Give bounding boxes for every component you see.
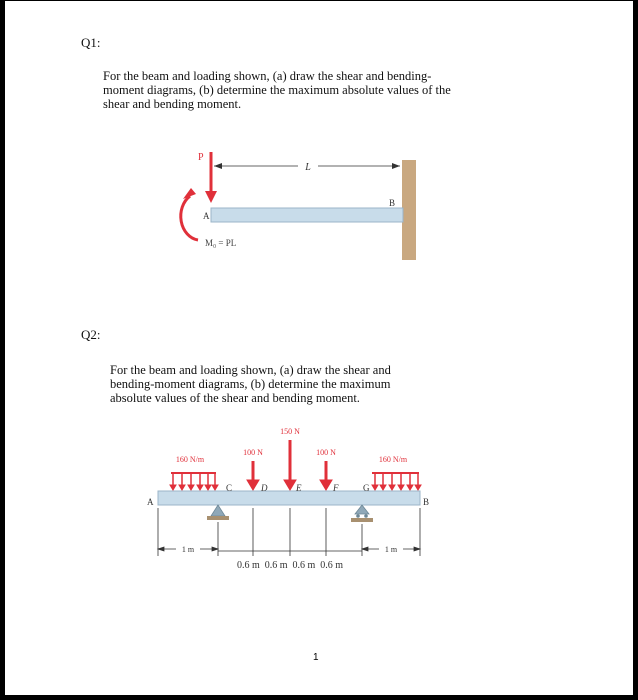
point-d-label: D — [261, 483, 268, 493]
moment-label: M₀ = PL — [205, 238, 237, 248]
point-g-label: G — [363, 483, 370, 493]
load-f-label: 100 N — [316, 448, 336, 457]
q2-label: Q2: — [81, 327, 101, 342]
q1-text-line: For the beam and loading shown, (a) draw the shear and bending- — [103, 69, 432, 83]
distributed-load-right — [372, 473, 421, 490]
q2-text-line: For the beam and loading shown, (a) draw the shear and — [110, 363, 391, 377]
page-number: 1 — [313, 652, 319, 663]
distributed-load-left — [170, 473, 218, 490]
point-load-center — [284, 440, 296, 490]
q1-text-line: shear and bending moment. — [103, 97, 242, 111]
dim-right-label: 1 m — [384, 545, 398, 554]
end-a-label: A — [203, 211, 210, 221]
pin-support-c — [207, 505, 229, 520]
roller-support-g — [351, 505, 373, 522]
span-label: L — [305, 162, 311, 173]
point-load-d — [247, 461, 259, 490]
point-f-label: F — [333, 483, 339, 493]
load-p-label: P — [198, 152, 204, 163]
point-a-label: A — [147, 497, 154, 507]
dist-load-right-label: 160 N/m — [378, 455, 408, 464]
point-e-label: E — [296, 483, 302, 493]
q2-text-line: bending-moment diagrams, (b) determine the maximum — [110, 377, 391, 391]
dim-left-label: 1 m — [181, 545, 195, 554]
point-load-f — [320, 461, 332, 490]
point-c-label: C — [226, 483, 233, 493]
simply-supported-beam — [158, 491, 420, 505]
dims-middle-label: 0.6 m 0.6 m 0.6 m 0.6 m — [236, 560, 344, 571]
point-b-label: B — [423, 497, 430, 507]
center-load-label: 150 N — [280, 427, 300, 436]
q1-label: Q1: — [81, 35, 101, 50]
load-d-label: 100 N — [243, 448, 263, 457]
q2-text-line: absolute values of the shear and bending moment. — [110, 391, 360, 405]
dist-load-left-label: 160 N/m — [175, 455, 205, 464]
end-b-label: B — [389, 198, 396, 208]
q1-text-line: moment diagrams, (b) determine the maximum absolute values of the — [103, 83, 451, 97]
